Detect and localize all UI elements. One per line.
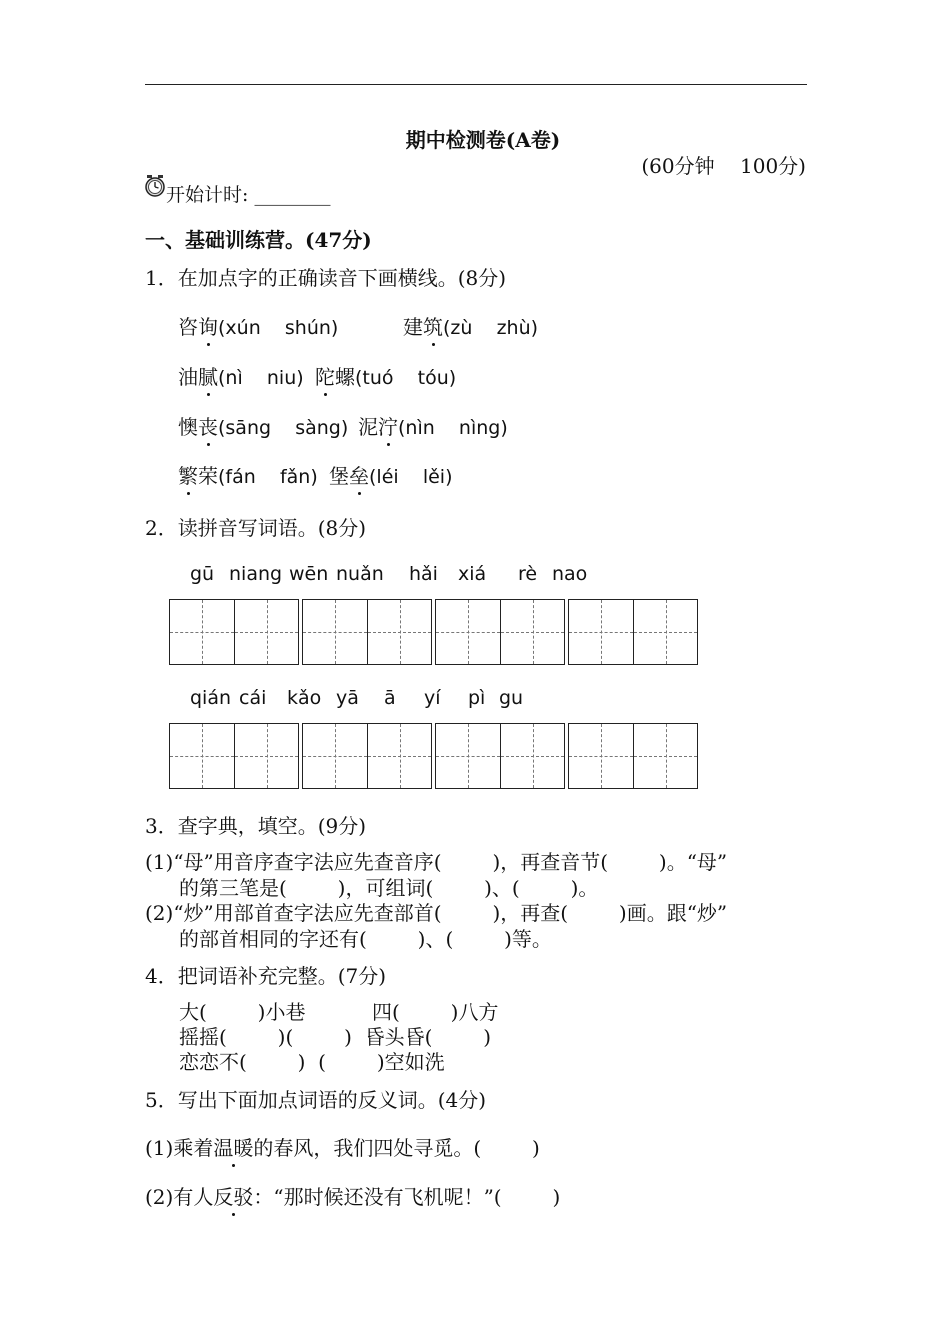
word-item: 懊丧(sāng sàng) xyxy=(178,415,349,439)
pinyin: gu xyxy=(499,687,524,709)
writing-box[interactable] xyxy=(568,599,698,665)
question-3-part-1-cont: 的第三笔是( )，可组词( )、( )。 xyxy=(179,876,599,900)
question-3-part-2: (2)“炒”用部首查字法应先查部首( )，再查( )画。跟“炒” xyxy=(145,901,728,925)
writing-box[interactable] xyxy=(302,723,432,789)
time-limit: (60分钟 100分) xyxy=(641,154,806,178)
exam-title: 期中检测卷(A卷) xyxy=(405,128,561,152)
top-rule xyxy=(145,84,807,85)
pinyin: rè xyxy=(518,563,538,585)
pinyin: wēn xyxy=(289,563,329,585)
section-heading: 一、基础训练营。(47分) xyxy=(145,228,372,252)
writing-grid-row-1 xyxy=(169,599,698,665)
writing-box[interactable] xyxy=(302,599,432,665)
pinyin: qián xyxy=(190,687,232,709)
writing-box[interactable] xyxy=(435,723,565,789)
pinyin: yí xyxy=(424,687,441,709)
pinyin: hǎi xyxy=(409,563,438,585)
question-3-prompt: 3．查字典，填空。(9分) xyxy=(145,814,367,838)
question-5-prompt: 5．写出下面加点词语的反义词。(4分) xyxy=(145,1088,487,1112)
pinyin: xiá xyxy=(458,563,487,585)
writing-box[interactable] xyxy=(169,723,299,789)
question-5-sentence-1: (1)乘着温暖的春风，我们四处寻觅。( ) xyxy=(145,1136,540,1160)
question-3-part-1: (1)“母”用音序查字法应先查音序( )，再查音节( )。“母” xyxy=(145,850,728,874)
word-item: 繁荣(fán fǎn) xyxy=(178,464,318,488)
pinyin: niang xyxy=(229,563,283,585)
pinyin: ā xyxy=(384,687,396,709)
writing-box[interactable] xyxy=(169,599,299,665)
pinyin: nuǎn xyxy=(336,563,384,585)
question-5-sentence-2: (2)有人反驳：“那时候还没有飞机呢！”( ) xyxy=(145,1185,561,1209)
idiom-blank: 摇摇( )( ) 昏头昏( ) xyxy=(179,1025,492,1049)
idiom-blank: 恋恋不( ) ( )空如洗 xyxy=(179,1050,445,1074)
question-3-part-2-cont: 的部首相同的字还有( )、( )等。 xyxy=(179,927,552,951)
pinyin: yā xyxy=(336,687,359,709)
pinyin: kǎo xyxy=(287,687,322,709)
idiom-blank: 大( )小巷 xyxy=(179,1000,306,1024)
word-item: 油腻(nì niu) xyxy=(178,365,304,389)
pinyin: pì xyxy=(468,687,486,709)
word-item: 堡垒(léi lěi) xyxy=(329,464,453,488)
word-item: 建筑(zù zhù) xyxy=(403,315,539,339)
word-item: 咨询(xún shún) xyxy=(178,315,339,339)
question-4-prompt: 4．把词语补充完整。(7分) xyxy=(145,964,387,988)
question-1-prompt: 1．在加点字的正确读音下画横线。(8分) xyxy=(145,266,507,290)
word-item: 泥泞(nìn nìng) xyxy=(358,415,508,439)
idiom-blank: 四( )八方 xyxy=(372,1000,499,1024)
pinyin: cái xyxy=(239,687,267,709)
pinyin: gū xyxy=(190,563,215,585)
word-item: 陀螺(tuó tóu) xyxy=(315,365,457,389)
timer-label: 开始计时: ________ xyxy=(166,184,331,206)
writing-box[interactable] xyxy=(435,599,565,665)
writing-grid-row-2 xyxy=(169,723,698,789)
pinyin: nao xyxy=(552,563,588,585)
question-2-prompt: 2．读拼音写词语。(8分) xyxy=(145,516,367,540)
clock-icon xyxy=(144,174,166,198)
writing-box[interactable] xyxy=(568,723,698,789)
timer-blank: ________ xyxy=(254,184,331,206)
